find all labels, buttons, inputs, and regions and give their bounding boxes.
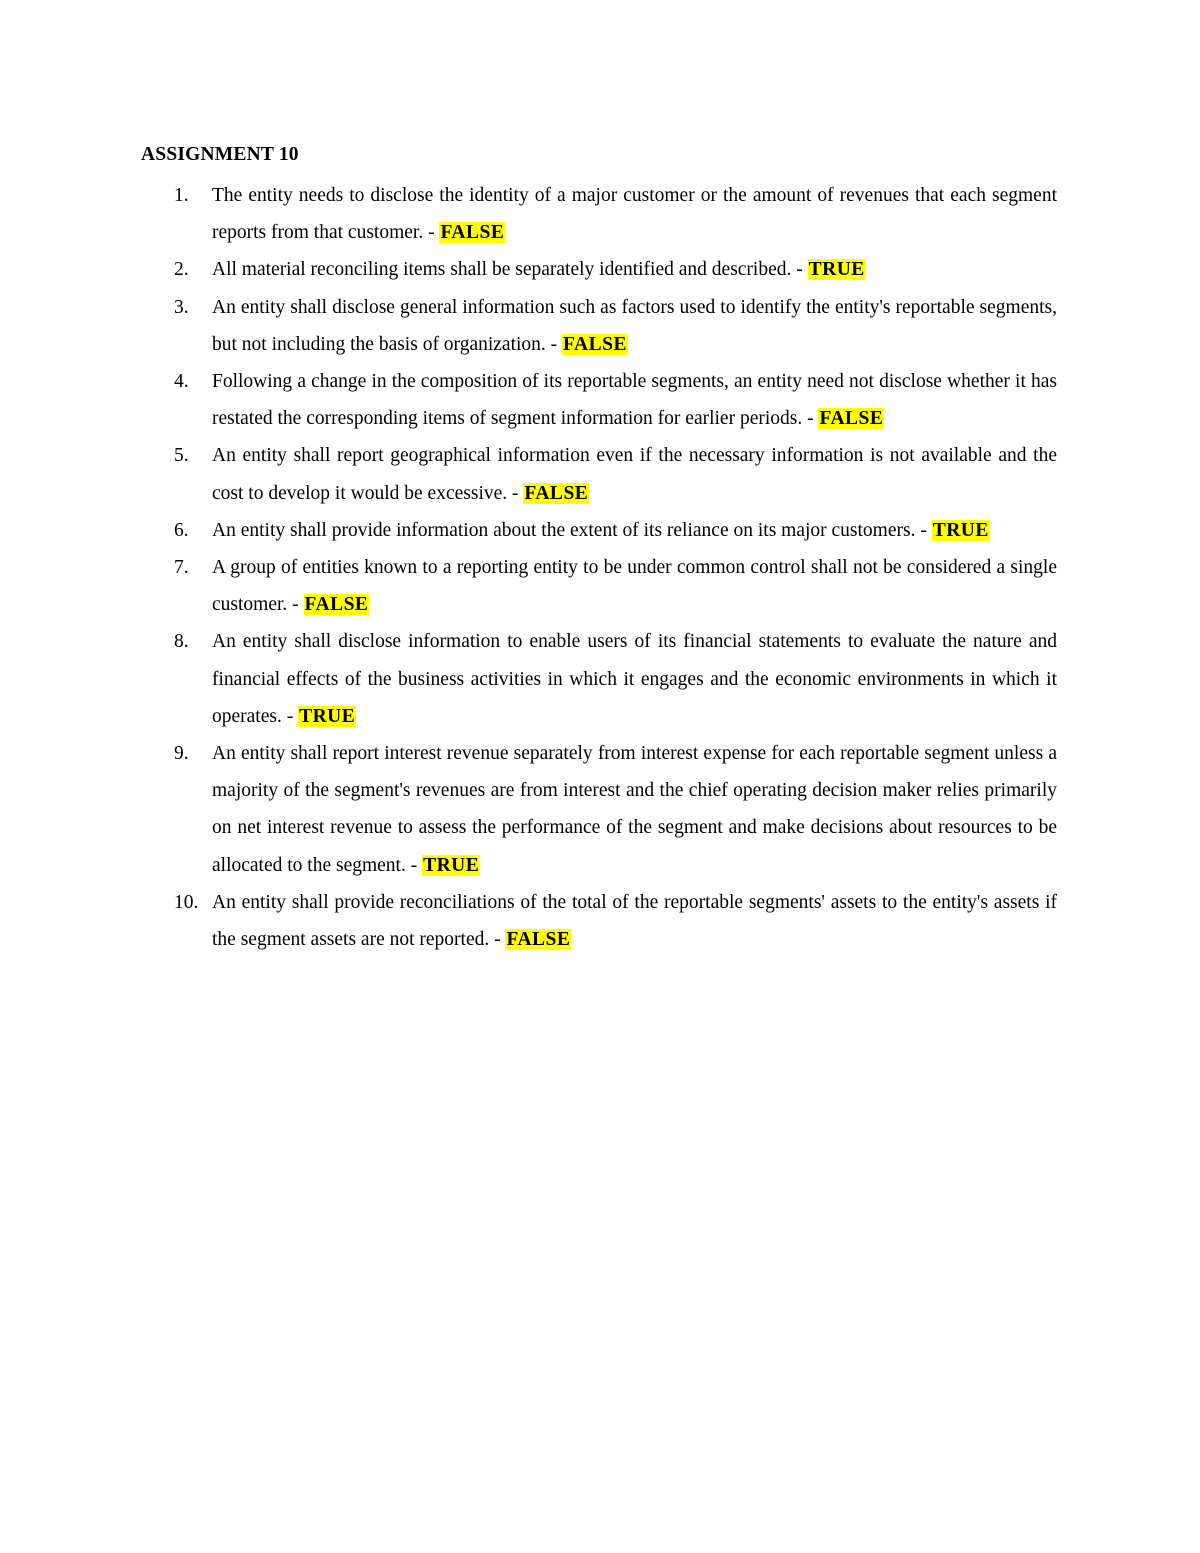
item-text bbox=[212, 549, 1057, 623]
item-number: 7. bbox=[174, 557, 189, 579]
item-statement: An entity shall disclose information to enable users of its financial statements to evaluate the nature and financial effects of the business activities in which it engages and the economic environments in which it operates. - bbox=[212, 631, 1057, 727]
answer-highlight: TRUE bbox=[423, 854, 480, 876]
item-number: 6. bbox=[174, 519, 189, 541]
item-number: 8. bbox=[174, 631, 189, 653]
answer-highlight: FALSE bbox=[304, 594, 369, 616]
list-item bbox=[141, 549, 1057, 623]
list-item bbox=[141, 251, 1057, 288]
list-item bbox=[141, 623, 1057, 735]
item-statement: Following a change in the composition of its reportable segments, an entity need not disclose whether it has restated the corresponding items of segment information for earlier periods. - bbox=[212, 371, 1057, 430]
item-text bbox=[212, 437, 1057, 511]
answer-highlight: FALSE bbox=[506, 929, 571, 951]
item-statement: All material reconciling items shall be separately identified and described. - bbox=[212, 259, 803, 281]
item-statement: An entity shall disclose general information such as factors used to identify the entity's reportable segments, but not including the basis of organization. - bbox=[212, 296, 1057, 355]
item-text bbox=[212, 884, 1057, 958]
item-statement: An entity shall report geographical information even if the necessary information is not available and the cost to develop it would be excessive. - bbox=[212, 445, 1057, 504]
item-text bbox=[212, 735, 1057, 884]
answer-highlight: FALSE bbox=[524, 482, 589, 504]
item-statement: An entity shall provide information about the extent of its reliance on its major customers. - bbox=[212, 519, 927, 541]
item-text bbox=[212, 251, 1057, 288]
list-item bbox=[141, 437, 1057, 511]
answer-highlight: TRUE bbox=[932, 519, 989, 541]
answer-highlight: FALSE bbox=[819, 408, 884, 430]
list-item bbox=[141, 512, 1057, 549]
item-statement: The entity needs to disclose the identity of a major customer or the amount of revenues that each segment reports from that customer. - bbox=[212, 185, 1057, 244]
item-number: 2. bbox=[174, 259, 189, 281]
item-number: 3. bbox=[174, 296, 189, 318]
item-number: 1. bbox=[174, 185, 189, 206]
answer-highlight: FALSE bbox=[440, 222, 505, 244]
item-number: 5. bbox=[174, 445, 189, 467]
item-text bbox=[212, 512, 1057, 549]
question-list bbox=[141, 177, 1057, 958]
item-statement: A group of entities known to a reporting entity to be under common control shall not be considered a single customer. - bbox=[212, 557, 1057, 616]
list-item bbox=[141, 289, 1057, 363]
item-text bbox=[212, 177, 1057, 251]
item-text bbox=[212, 289, 1057, 363]
item-statement: An entity shall provide reconciliations of the total of the reportable segments' assets to the entity's assets if the segment assets are not reported. - bbox=[212, 891, 1057, 951]
item-statement: An entity shall report interest revenue separately from interest expense for each reportable segment unless a majority of the segment's revenues are from interest and the chief operating decision maker relies primarily on net interest revenue to assess the performance of the segment and make decisions about resources to be allocated to the segment. - bbox=[212, 743, 1057, 876]
list-item bbox=[141, 363, 1057, 437]
item-number: 4. bbox=[174, 371, 189, 393]
item-text bbox=[212, 363, 1057, 437]
list-item bbox=[141, 735, 1057, 884]
item-text bbox=[212, 623, 1057, 735]
answer-highlight: TRUE bbox=[808, 259, 865, 281]
answer-highlight: FALSE bbox=[563, 333, 627, 355]
item-number: 10. bbox=[174, 891, 199, 913]
list-item bbox=[141, 177, 1057, 251]
item-number: 9. bbox=[174, 743, 189, 765]
list-item bbox=[141, 884, 1057, 958]
answer-highlight: TRUE bbox=[299, 705, 356, 727]
document-title: ASSIGNMENT 10 bbox=[141, 144, 299, 165]
